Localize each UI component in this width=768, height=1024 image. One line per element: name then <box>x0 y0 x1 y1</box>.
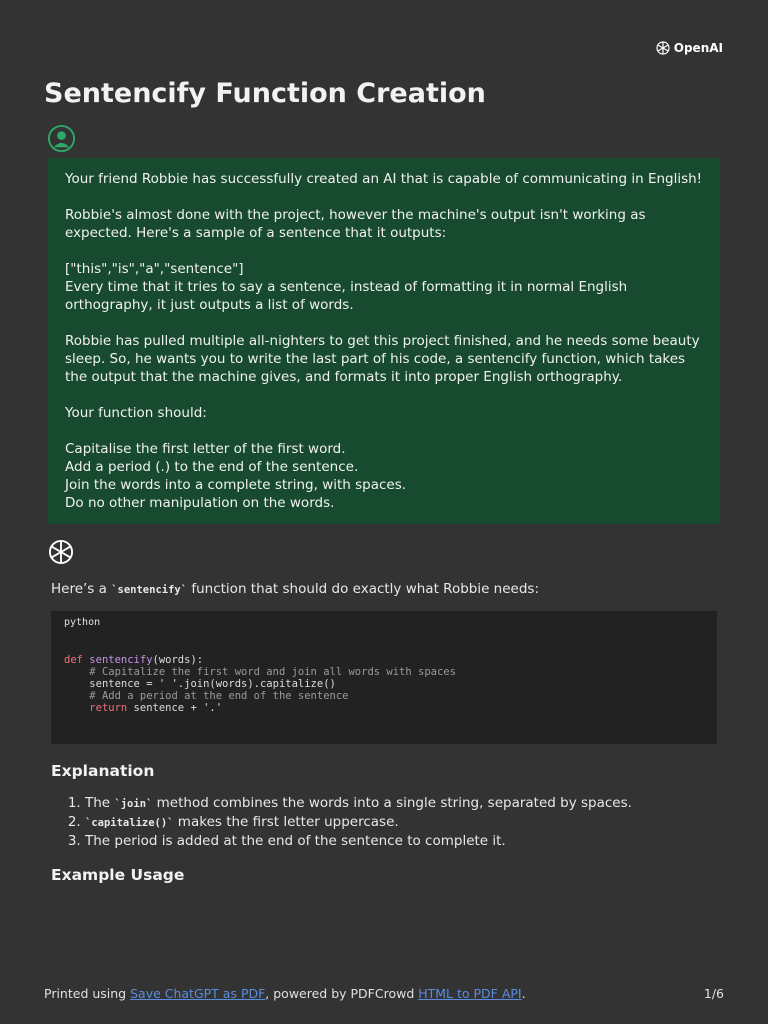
user-paragraph: Your function should: <box>65 405 207 421</box>
item-text: makes the first letter uppercase. <box>173 814 399 830</box>
item-text: method combines the words into a single string, separated by spaces. <box>152 795 632 811</box>
footer-text: , powered by PDFCrowd <box>265 986 419 1001</box>
code-text: (words): <box>152 654 204 666</box>
assistant-response <box>51 580 717 884</box>
rule-item: Join the words into a complete string, with spaces. <box>65 477 407 493</box>
page-title: Sentencify Function Creation <box>44 78 486 109</box>
user-paragraph: Your friend Robbie has successfully created an AI that is capable of communicating in English! <box>65 171 703 187</box>
brand-name: OpenAI <box>673 41 723 55</box>
footer-text: Printed using <box>44 986 131 1001</box>
footer-text: . <box>521 986 526 1001</box>
code-function-name: sentencify <box>89 654 153 666</box>
code-language-label: python <box>64 617 101 628</box>
page-number: 1/6 <box>703 986 724 1001</box>
inline-code: `capitalize()` <box>85 817 174 829</box>
user-avatar-icon <box>47 124 76 153</box>
code-content <box>64 654 704 714</box>
inline-code: `sentencify` <box>111 584 188 596</box>
response-intro <box>51 580 717 599</box>
list-item <box>85 832 717 850</box>
openai-logo-icon <box>655 40 671 56</box>
code-keyword: def <box>64 654 83 666</box>
code-comment: # Add a period at the end of the sentence <box>89 690 349 702</box>
list-item <box>85 813 717 832</box>
intro-text: function that should do exactly what Robbie needs: <box>187 581 540 597</box>
code-block <box>51 611 717 744</box>
chatgpt-avatar-icon <box>47 538 75 566</box>
rule-item: Add a period (.) to the end of the sentence. <box>65 459 359 475</box>
list-item <box>85 794 717 813</box>
user-paragraph: Robbie's almost done with the project, however the machine's output isn't working as expected. Here's a sample of a sentence that it outputs: <box>65 207 646 241</box>
code-text: sentence + '.' <box>127 702 223 714</box>
example-usage-heading: Example Usage <box>51 866 185 884</box>
sample-output: ["this","is","a","sentence"] <box>65 261 244 277</box>
footer <box>44 986 724 1001</box>
rule-item: Capitalise the first letter of the first word. <box>65 441 346 457</box>
rule-item: Do no other manipulation on the words. <box>65 495 335 511</box>
explanation-list <box>51 794 717 850</box>
user-paragraph: Every time that it tries to say a sentence, instead of formatting it in normal English orthography, it just outputs a list of words. <box>65 279 628 313</box>
inline-code: `join` <box>114 798 153 810</box>
user-paragraph: Robbie has pulled multiple all-nighters to get this project finished, and he needs some beauty sleep. So, he wants you to write the last part of his code, a sentencify function, which takes the output that the machine gives, and formats it into proper English orthography. <box>65 333 700 385</box>
code-comment: # Capitalize the first word and join all words with spaces <box>89 666 456 678</box>
code-text: sentence = ' '.join(words).capitalize() <box>89 678 336 690</box>
openai-brand <box>655 40 723 56</box>
code-keyword: return <box>89 702 128 714</box>
html-to-pdf-link[interactable]: HTML to PDF API <box>418 986 522 1001</box>
item-text: The period is added at the end of the sentence to complete it. <box>85 833 506 849</box>
save-chatgpt-link[interactable]: Save ChatGPT as PDF <box>130 986 266 1001</box>
item-text: The <box>85 795 115 811</box>
explanation-heading: Explanation <box>51 762 155 780</box>
intro-text: Here’s a <box>51 581 112 597</box>
user-message <box>48 158 720 524</box>
